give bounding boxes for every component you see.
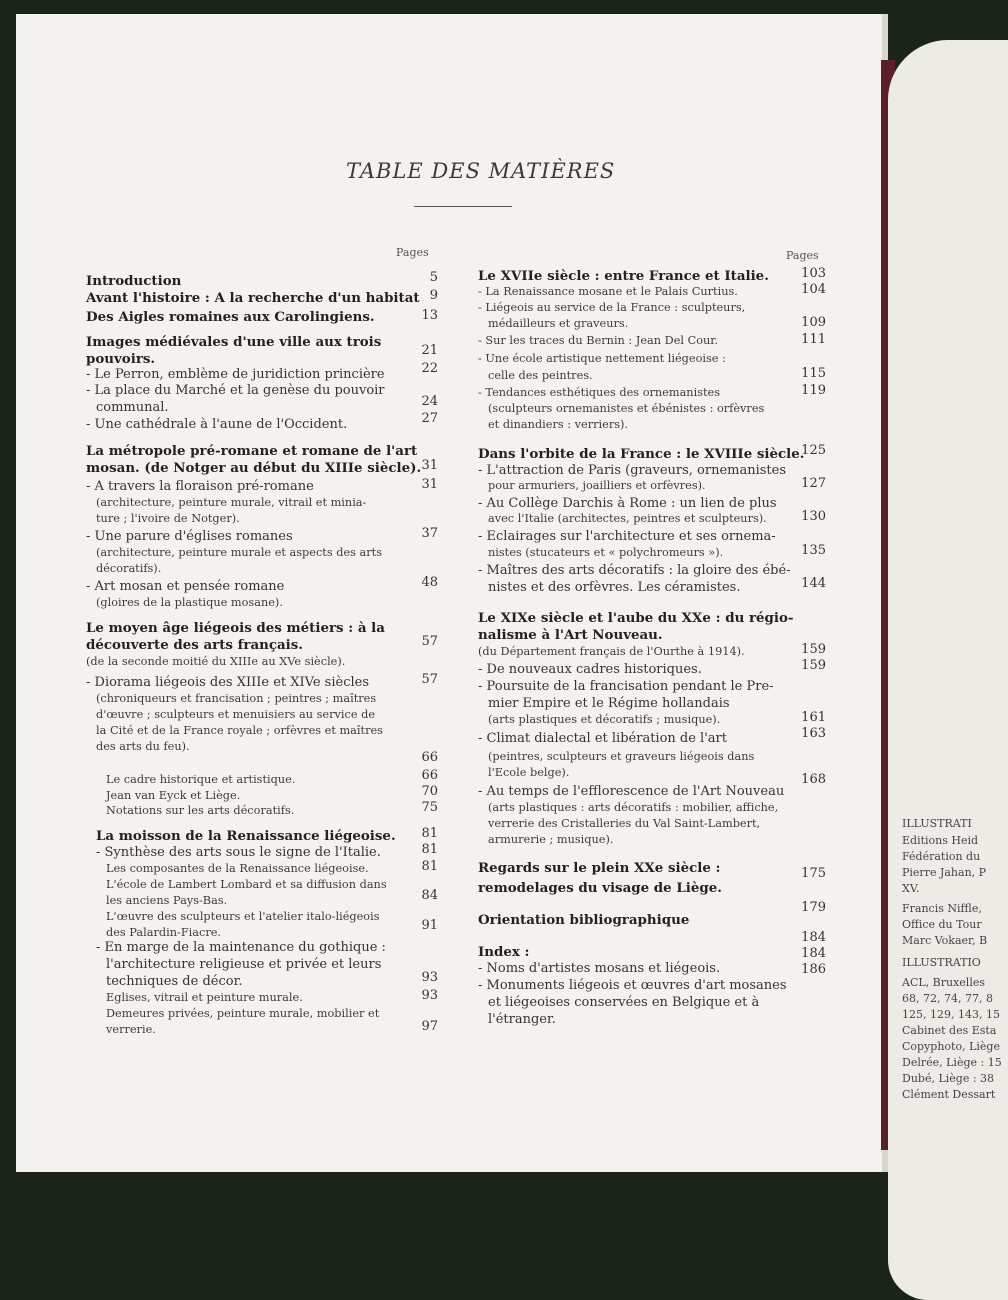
toc-entry: L'école de Lambert Lombard et sa diffusion dans	[106, 878, 387, 891]
toc-entry: les anciens Pays-Bas.	[106, 894, 228, 907]
toc-entry: et dinandiers : verriers).	[488, 418, 629, 431]
toc-entry: - Une parure d'églises romanes	[86, 529, 293, 544]
toc-entry: des Palardin-Fiacre.	[106, 926, 222, 939]
toc-page-number: 37	[421, 526, 438, 541]
toc-entry: La métropole pré-romane et romane de l'art	[86, 443, 418, 459]
toc-entry: - Tendances esthétiques des ornemanistes	[478, 386, 721, 399]
toc-entry: verrerie.	[106, 1023, 156, 1036]
toc-page-number: 91	[421, 918, 438, 933]
page-title: TABLE DES MATIÈRES	[346, 159, 616, 183]
adjacent-page-text: Delrée, Liège : 15	[902, 1056, 1002, 1069]
toc-page-number: 31	[421, 458, 438, 473]
toc-page-number: 135	[801, 543, 826, 558]
toc-entry: décoratifs).	[96, 562, 162, 575]
toc-entry: mier Empire et le Régime hollandais	[488, 696, 730, 711]
toc-entry: Regards sur le plein XXe siècle :	[478, 860, 721, 876]
toc-entry: (sculpteurs ornemanistes et ébénistes : orfèvres	[488, 402, 765, 415]
toc-page-number: 81	[421, 826, 438, 841]
toc-entry: - Noms d'artistes mosans et liégeois.	[478, 961, 721, 976]
toc-entry: (du Département français de l'Ourthe à 1914).	[478, 645, 745, 658]
toc-entry: La moisson de la Renaissance liégeoise.	[96, 828, 396, 844]
toc-entry: remodelages du visage de Liège.	[478, 880, 722, 896]
adjacent-page-text: Editions Heid	[902, 834, 979, 847]
adjacent-page-text: 68, 72, 74, 77, 8	[902, 992, 993, 1005]
toc-entry: (peintres, sculpteurs et graveurs liégeois dans	[488, 750, 755, 763]
pages-header-right: Pages	[786, 249, 819, 262]
toc-entry: - Une cathédrale à l'aune de l'Occident.	[86, 417, 348, 432]
toc-entry: l'Ecole belge).	[488, 766, 570, 779]
toc-entry: - Au temps de l'efflorescence de l'Art Nouveau	[478, 784, 785, 799]
adjacent-page-text: Office du Tour	[902, 918, 982, 931]
toc-entry: Introduction	[86, 273, 182, 289]
toc-entry: - Une école artistique nettement liégeoise :	[478, 352, 726, 365]
toc-entry: médailleurs et graveurs.	[488, 317, 629, 330]
book-page	[16, 14, 882, 1172]
toc-entry: - Le Perron, emblème de juridiction princière	[86, 367, 385, 382]
toc-page-number: 22	[421, 361, 438, 376]
toc-entry: Le XIXe siècle et l'aube du XXe : du régio-	[478, 610, 794, 626]
toc-page-number: 97	[421, 1019, 438, 1034]
adjacent-page-text: Pierre Jahan, P	[902, 866, 987, 879]
pages-header-left: Pages	[396, 246, 429, 259]
toc-page-number: 66	[421, 750, 438, 765]
toc-page-number: 130	[801, 509, 826, 524]
toc-entry: - Art mosan et pensée romane	[86, 579, 285, 594]
toc-entry: Images médiévales d'une ville aux trois	[86, 334, 382, 350]
toc-entry: - En marge de la maintenance du gothique :	[96, 940, 386, 955]
toc-entry: (arts plastiques : arts décoratifs : mobilier, affiche,	[488, 801, 779, 814]
adjacent-page-text: XV.	[902, 882, 920, 895]
adjacent-page-text: Copyphoto, Liège	[902, 1040, 1000, 1053]
toc-page-number: 57	[421, 672, 438, 687]
toc-entry: communal.	[96, 400, 169, 415]
toc-entry: - L'attraction de Paris (graveurs, ornemanistes	[478, 463, 787, 478]
toc-page-number: 13	[421, 308, 438, 323]
toc-entry: - Monuments liégeois et œuvres d'art mosanes	[478, 978, 787, 993]
toc-entry: la Cité et de la France royale ; orfèvres et maîtres	[96, 724, 383, 737]
toc-entry: (gloires de la plastique mosane).	[96, 596, 283, 609]
toc-entry: - Sur les traces du Bernin : Jean Del Cour.	[478, 334, 719, 347]
toc-page-number: 81	[421, 842, 438, 857]
toc-page-number: 70	[421, 784, 438, 799]
toc-entry: avec l'Italie (architectes, peintres et sculpteurs).	[488, 512, 767, 525]
toc-entry: l'étranger.	[488, 1012, 556, 1027]
toc-entry: nistes (stucateurs et « polychromeurs »).	[488, 546, 724, 559]
toc-page-number: 5	[429, 270, 438, 285]
toc-entry: - Diorama liégeois des XIIIe et XIVe siècles	[86, 675, 370, 690]
toc-page-number: 57	[421, 634, 438, 649]
toc-page-number: 115	[801, 366, 826, 381]
toc-page-number: 27	[421, 411, 438, 426]
toc-page-number: 179	[801, 900, 826, 915]
toc-page-number: 184	[801, 930, 826, 945]
toc-page-number: 163	[801, 726, 826, 741]
toc-page-number: 24	[421, 394, 438, 409]
toc-entry: ture ; l'ivoire de Notger).	[96, 512, 240, 525]
toc-entry: Le cadre historique et artistique.	[106, 773, 296, 786]
toc-entry: pour armuriers, joailliers et orfèvres).	[488, 479, 706, 492]
toc-page-number: 125	[801, 443, 826, 458]
toc-entry: armurerie ; musique).	[488, 833, 614, 846]
adjacent-page-text: Marc Vokaer, B	[902, 934, 988, 947]
toc-entry: Eglises, vitrail et peinture murale.	[106, 991, 303, 1004]
toc-page-number: 159	[801, 658, 826, 673]
toc-entry: Le XVIIe siècle : entre France et Italie.	[478, 268, 769, 284]
toc-entry: nistes et des orfèvres. Les céramistes.	[488, 580, 741, 595]
toc-page-number: 104	[801, 282, 826, 297]
toc-entry: - Climat dialectal et libération de l'art	[478, 731, 727, 746]
toc-entry: (chroniqueurs et francisation ; peintres ; maîtres	[96, 692, 377, 705]
toc-page-number: 144	[801, 576, 826, 591]
toc-entry: techniques de décor.	[106, 974, 243, 989]
toc-entry: - Liégeois au service de la France : sculpteurs,	[478, 301, 746, 314]
toc-page-number: 31	[421, 477, 438, 492]
toc-page-number: 93	[421, 988, 438, 1003]
adjacent-page-text: Clément Dessart	[902, 1088, 996, 1101]
toc-entry: nalisme à l'Art Nouveau.	[478, 627, 663, 643]
toc-entry: Dans l'orbite de la France : le XVIIIe siècle.	[478, 446, 805, 462]
toc-entry: - De nouveaux cadres historiques.	[478, 662, 702, 677]
toc-page-number: 93	[421, 970, 438, 985]
toc-entry: Orientation bibliographique	[478, 912, 690, 928]
toc-page-number: 48	[421, 575, 438, 590]
toc-entry: Demeures privées, peinture murale, mobilier et	[106, 1007, 380, 1020]
toc-entry: verrerie des Cristalleries du Val Saint-Lambert,	[488, 817, 761, 830]
toc-entry: l'architecture religieuse et privée et leurs	[106, 957, 382, 972]
toc-entry: Index :	[478, 944, 530, 960]
adjacent-page	[888, 40, 1008, 1300]
toc-entry: L'œuvre des sculpteurs et l'atelier italo-liégeois	[106, 910, 380, 923]
adjacent-page-text: Francis Niffle,	[902, 902, 982, 915]
adjacent-page-text: Cabinet des Esta	[902, 1024, 997, 1037]
toc-page-number: 159	[801, 642, 826, 657]
toc-page-number: 168	[801, 772, 826, 787]
adjacent-page-text: Dubé, Liège : 38	[902, 1072, 995, 1085]
toc-page-number: 161	[801, 710, 826, 725]
toc-entry: Avant l'histoire : A la recherche d'un habitat	[86, 290, 420, 306]
toc-page-number: 127	[801, 476, 826, 491]
toc-page-number: 84	[421, 888, 438, 903]
toc-entry: - La Renaissance mosane et le Palais Curtius.	[478, 285, 738, 298]
toc-page-number: 186	[801, 962, 826, 977]
toc-entry: - Eclairages sur l'architecture et ses ornema-	[478, 529, 776, 544]
toc-page-number: 9	[429, 288, 438, 303]
toc-entry: (arts plastiques et décoratifs ; musique).	[488, 713, 721, 726]
toc-entry: - Au Collège Darchis à Rome : un lien de plus	[478, 496, 777, 511]
toc-entry: Le moyen âge liégeois des métiers : à la	[86, 620, 385, 636]
toc-page-number: 81	[421, 859, 438, 874]
toc-entry: - A travers la floraison pré-romane	[86, 479, 314, 494]
toc-entry: Jean van Eyck et Liège.	[106, 789, 241, 802]
adjacent-page-text: ACL, Bruxelles	[902, 976, 985, 989]
toc-entry: (de la seconde moitié du XIIIe au XVe siècle).	[86, 655, 346, 668]
adjacent-page-text: 125, 129, 143, 15	[902, 1008, 1000, 1021]
toc-entry: - Poursuite de la francisation pendant le Pre-	[478, 679, 774, 694]
toc-entry: mosan. (de Notger au début du XIIIe siècle).	[86, 460, 422, 476]
toc-page-number: 75	[421, 800, 438, 815]
toc-page-number: 119	[801, 383, 826, 398]
toc-page-number: 184	[801, 946, 826, 961]
toc-entry: Notations sur les arts décoratifs.	[106, 804, 295, 817]
toc-entry: et liégeoises conservées en Belgique et à	[488, 995, 760, 1010]
adjacent-page-text: Fédération du	[902, 850, 981, 863]
toc-page-number: 175	[801, 866, 826, 881]
toc-page-number: 66	[421, 768, 438, 783]
toc-entry: des arts du feu).	[96, 740, 190, 753]
toc-entry: découverte des arts français.	[86, 637, 303, 653]
toc-entry: d'œuvre ; sculpteurs et menuisiers au service de	[96, 708, 376, 721]
toc-entry: Les composantes de la Renaissance liégeoise.	[106, 862, 369, 875]
toc-entry: - Maîtres des arts décoratifs : la gloire des ébé-	[478, 563, 791, 578]
toc-page-number: 111	[801, 332, 826, 347]
toc-page-number: 21	[421, 343, 438, 358]
toc-entry: - Synthèse des arts sous le signe de l'Italie.	[96, 845, 381, 860]
toc-entry: - La place du Marché et la genèse du pouvoir	[86, 383, 385, 398]
adjacent-page-text: ILLUSTRATI	[902, 817, 972, 830]
toc-page-number: 109	[801, 315, 826, 330]
toc-entry: pouvoirs.	[86, 351, 156, 367]
adjacent-page-text: ILLUSTRATIO	[902, 956, 981, 969]
toc-entry: (architecture, peinture murale et aspects des arts	[96, 546, 383, 559]
toc-entry: Des Aigles romaines aux Carolingiens.	[86, 309, 375, 325]
toc-page-number: 103	[801, 266, 826, 281]
toc-entry: (architecture, peinture murale, vitrail et minia-	[96, 496, 367, 509]
toc-entry: celle des peintres.	[488, 369, 593, 382]
title-divider	[414, 206, 512, 207]
